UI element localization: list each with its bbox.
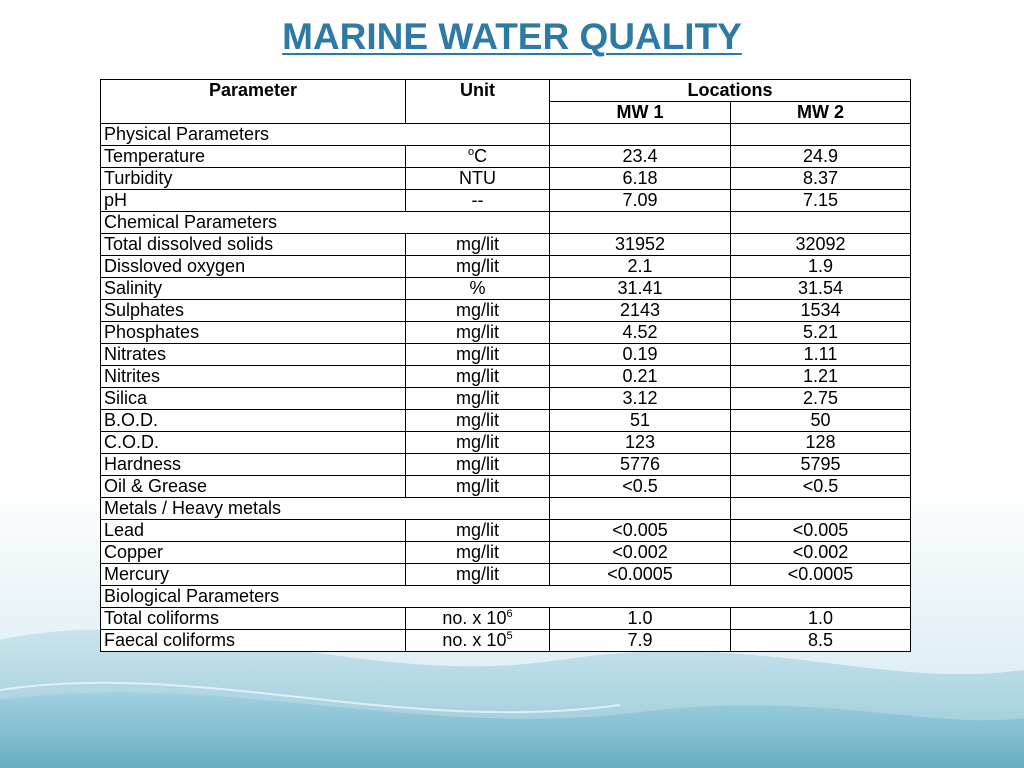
value-mw2: 50 [731, 410, 911, 432]
parameter-unit: mg/lit [406, 454, 550, 476]
table-row [101, 630, 911, 652]
section-row [101, 498, 911, 520]
parameter-unit: mg/lit [406, 432, 550, 454]
parameter-name: C.O.D. [101, 432, 406, 454]
table-row [101, 388, 911, 410]
value-mw1: 2143 [550, 300, 731, 322]
section-biological-label: Biological Parameters [101, 586, 911, 608]
header-unit: Unit [406, 80, 550, 124]
value-mw2: 128 [731, 432, 911, 454]
value-mw1: 31952 [550, 234, 731, 256]
header-mw2: MW 2 [731, 102, 911, 124]
unit-base: C [474, 146, 488, 166]
table-row [101, 366, 911, 388]
parameter-name: Copper [101, 542, 406, 564]
unit-superscript: 5 [506, 630, 513, 642]
value-mw1: 0.19 [550, 344, 731, 366]
parameter-name: Dissloved oxygen [101, 256, 406, 278]
value-mw1: 123 [550, 432, 731, 454]
value-mw1: <0.5 [550, 476, 731, 498]
table-row [101, 564, 911, 586]
parameter-unit: mg/lit [406, 256, 550, 278]
table-row [101, 168, 911, 190]
parameter-unit [406, 146, 550, 168]
parameter-unit: mg/lit [406, 520, 550, 542]
unit-base: no. x 10 [442, 630, 507, 650]
empty-cell [731, 212, 911, 234]
parameter-unit: mg/lit [406, 410, 550, 432]
header-parameter: Parameter [101, 80, 406, 124]
parameter-unit: mg/lit [406, 542, 550, 564]
header-row [101, 80, 911, 102]
value-mw1: 23.4 [550, 146, 731, 168]
value-mw2: 1.0 [731, 608, 911, 630]
unit-superscript: 6 [506, 608, 513, 620]
table-row [101, 520, 911, 542]
page-title: MARINE WATER QUALITY [282, 16, 742, 57]
parameter-name: Nitrates [101, 344, 406, 366]
section-physical-label: Physical Parameters [101, 124, 550, 146]
unit-base: no. x 10 [442, 608, 507, 628]
value-mw2: 8.5 [731, 630, 911, 652]
header-locations: Locations [550, 80, 911, 102]
parameter-name: Salinity [101, 278, 406, 300]
table-row [101, 322, 911, 344]
value-mw2: 5.21 [731, 322, 911, 344]
value-mw2: 1534 [731, 300, 911, 322]
table-row [101, 256, 911, 278]
water-quality-table [100, 79, 911, 652]
table-row [101, 190, 911, 212]
parameter-name: Temperature [101, 146, 406, 168]
table-row [101, 410, 911, 432]
table-row [101, 344, 911, 366]
value-mw2: 1.11 [731, 344, 911, 366]
parameter-name: Faecal coliforms [101, 630, 406, 652]
value-mw1: 0.21 [550, 366, 731, 388]
parameter-unit: mg/lit [406, 300, 550, 322]
table-row [101, 608, 911, 630]
parameter-unit [406, 608, 550, 630]
parameter-unit: mg/lit [406, 366, 550, 388]
parameter-name: Lead [101, 520, 406, 542]
table-row [101, 454, 911, 476]
value-mw1: 1.0 [550, 608, 731, 630]
parameter-unit: mg/lit [406, 564, 550, 586]
parameter-name: Mercury [101, 564, 406, 586]
table-row [101, 476, 911, 498]
section-metals-label: Metals / Heavy metals [101, 498, 550, 520]
parameter-name: Silica [101, 388, 406, 410]
section-chemical-label: Chemical Parameters [101, 212, 550, 234]
parameter-unit: mg/lit [406, 234, 550, 256]
table-row [101, 432, 911, 454]
value-mw2: 32092 [731, 234, 911, 256]
empty-cell [550, 124, 731, 146]
value-mw1: 7.09 [550, 190, 731, 212]
empty-cell [731, 124, 911, 146]
value-mw1: <0.005 [550, 520, 731, 542]
value-mw2: 7.15 [731, 190, 911, 212]
parameter-unit: mg/lit [406, 322, 550, 344]
parameter-name: Phosphates [101, 322, 406, 344]
value-mw1: 31.41 [550, 278, 731, 300]
value-mw2: 1.21 [731, 366, 911, 388]
value-mw2: 1.9 [731, 256, 911, 278]
parameter-unit: mg/lit [406, 476, 550, 498]
section-row [101, 124, 911, 146]
parameter-name: pH [101, 190, 406, 212]
parameter-unit: mg/lit [406, 344, 550, 366]
value-mw2: 24.9 [731, 146, 911, 168]
value-mw2: <0.5 [731, 476, 911, 498]
table-row [101, 146, 911, 168]
value-mw2: <0.005 [731, 520, 911, 542]
parameter-name: Turbidity [101, 168, 406, 190]
value-mw2: 8.37 [731, 168, 911, 190]
section-row [101, 586, 911, 608]
parameter-name: Oil & Grease [101, 476, 406, 498]
value-mw1: 2.1 [550, 256, 731, 278]
empty-cell [550, 498, 731, 520]
parameter-unit: -- [406, 190, 550, 212]
value-mw2: 31.54 [731, 278, 911, 300]
header-mw1: MW 1 [550, 102, 731, 124]
parameter-name: Sulphates [101, 300, 406, 322]
value-mw1: 4.52 [550, 322, 731, 344]
value-mw1: <0.0005 [550, 564, 731, 586]
parameter-unit: % [406, 278, 550, 300]
value-mw1: 7.9 [550, 630, 731, 652]
section-row [101, 212, 911, 234]
parameter-unit: mg/lit [406, 388, 550, 410]
value-mw2: 2.75 [731, 388, 911, 410]
parameter-unit: NTU [406, 168, 550, 190]
table-row [101, 234, 911, 256]
parameter-name: Nitrites [101, 366, 406, 388]
value-mw1: <0.002 [550, 542, 731, 564]
parameter-name: B.O.D. [101, 410, 406, 432]
value-mw2: 5795 [731, 454, 911, 476]
parameter-name: Total dissolved solids [101, 234, 406, 256]
parameter-name: Hardness [101, 454, 406, 476]
value-mw2: <0.0005 [731, 564, 911, 586]
empty-cell [550, 212, 731, 234]
table-row [101, 278, 911, 300]
value-mw1: 6.18 [550, 168, 731, 190]
parameter-unit [406, 630, 550, 652]
value-mw1: 3.12 [550, 388, 731, 410]
value-mw1: 51 [550, 410, 731, 432]
table-row [101, 542, 911, 564]
table-row [101, 300, 911, 322]
parameter-name: Total coliforms [101, 608, 406, 630]
value-mw1: 5776 [550, 454, 731, 476]
unit-superscript: o [467, 146, 475, 158]
empty-cell [731, 498, 911, 520]
value-mw2: <0.002 [731, 542, 911, 564]
